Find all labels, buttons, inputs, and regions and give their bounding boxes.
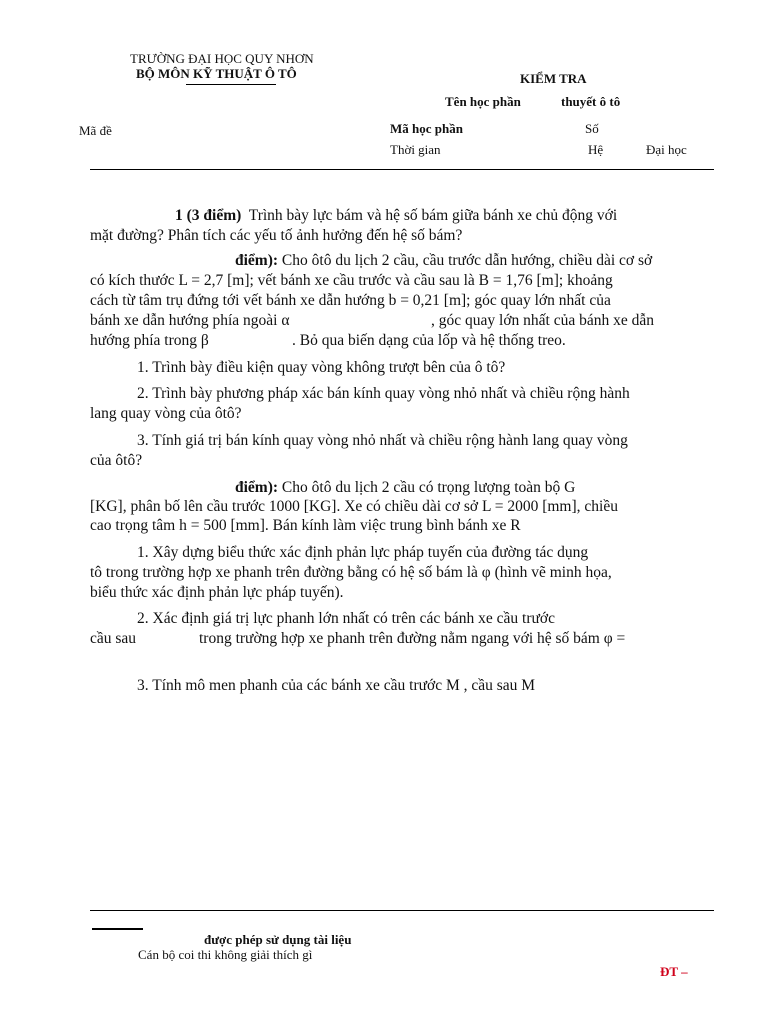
exam-code: ĐT –	[660, 964, 688, 979]
q3-sub2b1: cầu sau	[90, 630, 137, 647]
q3-sub3: 3. Tính mô men phanh của các bánh xe cầu trước M , cầu sau M	[137, 677, 536, 694]
exam-type: KIỂM TRA	[520, 71, 587, 86]
q1-line1: 1 (3 điểm) Trình bày lực bám và hệ số bám giữa bánh xe chủ động với	[175, 207, 618, 224]
q2-line4a: bánh xe dẫn hướng phía ngoài α	[90, 312, 290, 329]
department-underline	[186, 84, 276, 85]
q2-line5a: hướng phía trong β	[90, 332, 209, 349]
course-name-label: Tên học phần	[445, 94, 521, 109]
course-name-value: thuyết ô tô	[561, 94, 621, 109]
q3-line3: cao trọng tâm h = 500 [mm]. Bán kính làm việc trung bình bánh xe R	[90, 517, 521, 534]
q2-line4b: , góc quay lớn nhất của bánh xe dẫn	[431, 312, 654, 329]
system-value: Đại học	[646, 142, 687, 157]
q3-line2: [KG], phân bố lên cầu trước 1000 [KG]. Xe có chiều dài cơ sở L = 2000 [mm], chiều	[90, 498, 618, 515]
q2-sub3a: 3. Tính giá trị bán kính quay vòng nhỏ nhất và chiều rộng hành lang quay vòng	[137, 432, 628, 449]
q2-line1: điểm): Cho ôtô du lịch 2 cầu, cầu trước dẫn hướng, chiều dài cơ sở	[235, 252, 653, 269]
q1-line2: mặt đường? Phân tích các yếu tố ảnh hưởng đến hệ số bám?	[90, 227, 463, 244]
q2-sub3b: của ôtô?	[90, 452, 143, 469]
exam-code-label: Mã đề	[79, 123, 112, 138]
q3-sub1c: biểu thức xác định phản lực pháp tuyến).	[90, 584, 344, 601]
footer-note-bold: được phép sử dụng tài liệu	[204, 932, 352, 947]
course-code-value: Số	[585, 121, 599, 136]
q3-sub1b: tô trong trường hợp xe phanh trên đường bằng có hệ số bám là φ (hình vẽ minh họa,	[90, 564, 612, 581]
header-divider	[90, 169, 714, 170]
q2-sub2a: 2. Trình bày phương pháp xác bán kính quay vòng nhỏ nhất và chiều rộng hành	[137, 385, 630, 402]
q2-line5b: . Bỏ qua biến dạng của lốp và hệ thống treo.	[292, 332, 566, 349]
q2-sub2b: lang quay vòng của ôtô?	[90, 405, 242, 422]
course-code-label: Mã học phần	[390, 121, 463, 136]
system-label: Hệ	[588, 142, 604, 157]
footer-note: Cán bộ coi thi không giải thích gì	[138, 947, 313, 962]
school-name: TRƯỜNG ĐẠI HỌC QUY NHƠN	[130, 51, 314, 66]
q3-line1: điểm): Cho ôtô du lịch 2 cầu có trọng lượng toàn bộ G	[235, 479, 576, 496]
q2-sub1: 1. Trình bày điều kiện quay vòng không trượt bên của ô tô?	[137, 359, 506, 376]
time-label: Thời gian	[390, 142, 441, 157]
q2-line3: cách từ tâm trụ đứng tới vết bánh xe dẫn hướng b = 0,21 [m]; góc quay lớn nhất của	[90, 292, 611, 309]
q3-sub2b2: trong trường hợp xe phanh trên đường nằm ngang với hệ số bám φ =	[199, 630, 626, 647]
q2-head: điểm):	[235, 252, 279, 269]
q3-sub1a: 1. Xây dựng biểu thức xác định phản lực pháp tuyến của đường tác dụng	[137, 544, 589, 561]
q2-line2: có kích thước L = 2,7 [m]; vết bánh xe cầu trước và cầu sau là B = 1,76 [m]; khoảng	[90, 272, 613, 289]
q3-sub2a: 2. Xác định giá trị lực phanh lớn nhất có trên các bánh xe cầu trước	[137, 610, 555, 627]
q3-head: điểm):	[235, 479, 279, 496]
footer-divider	[90, 910, 714, 911]
department-name: BỘ MÔN KỸ THUẬT Ô TÔ	[136, 66, 297, 81]
footer-short-rule	[92, 928, 143, 930]
q1-head: 1 (3 điểm)	[175, 207, 242, 224]
